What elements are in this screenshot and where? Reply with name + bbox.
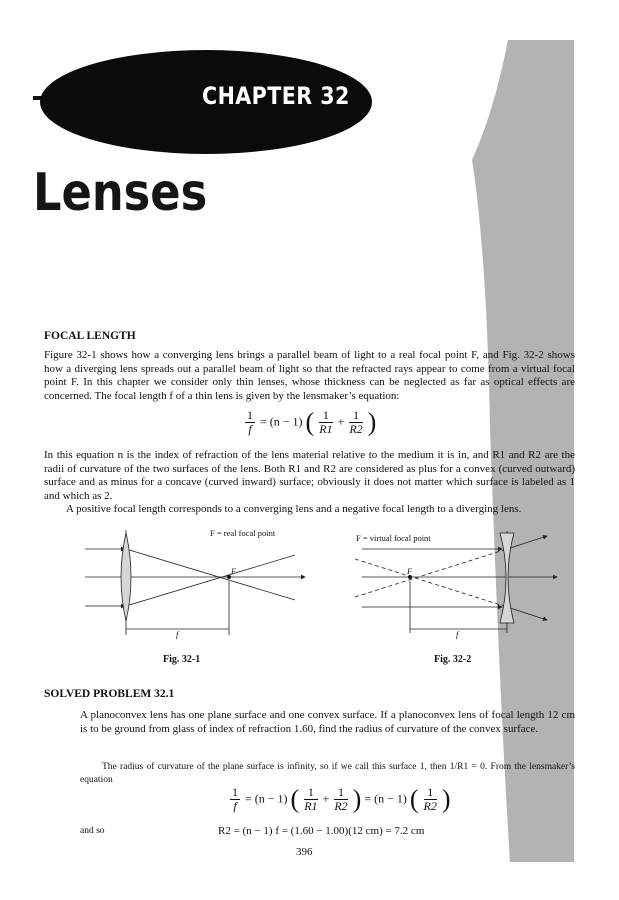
numerator: 1 <box>424 786 437 800</box>
result-equation: R2 = (n − 1) f = (1.60 − 1.00)(12 cm) = 7.2 cm <box>218 825 425 837</box>
paren: ) <box>367 407 377 437</box>
denominator: R2 <box>334 799 348 813</box>
fraction <box>230 786 240 813</box>
numerator: 1 <box>304 786 317 800</box>
problem-statement <box>80 709 575 736</box>
fraction <box>349 409 362 436</box>
paren: ) <box>441 784 451 814</box>
focal-length-label: f <box>456 629 459 639</box>
chapter-title: Lenses <box>33 163 208 223</box>
chapter-label: CHAPTER 32 <box>202 82 350 110</box>
fraction <box>304 786 317 813</box>
paren: ( <box>409 784 419 814</box>
fraction <box>319 409 332 436</box>
solution-equation <box>228 786 451 813</box>
paren: ) <box>352 784 362 814</box>
lensmaker-equation <box>243 409 376 436</box>
equation-operator: = (n − 1) <box>260 414 303 429</box>
figure1-label: F = real focal point <box>210 528 276 538</box>
numerator: 1 <box>334 786 347 800</box>
equation-operator: = (n − 1) <box>364 791 407 806</box>
focal-point-label: F <box>407 566 413 576</box>
section-heading-focal-length: FOCAL LENGTH <box>44 330 136 342</box>
paren: ( <box>305 407 315 437</box>
denominator: R2 <box>423 799 437 813</box>
fraction <box>424 786 437 813</box>
plus-sign: + <box>322 791 330 806</box>
solution-text: The radius of curvature of the plane surface is infinity, so if we call this surface 1, then 1/R1 = 0. From the lensmaker’s equation <box>80 762 575 785</box>
numerator: 1 <box>247 408 253 422</box>
figure2-label: F = virtual focal point <box>356 533 431 543</box>
figure2-caption: Fig. 32-2 <box>434 654 472 665</box>
denominator: R2 <box>349 422 363 436</box>
denominator: R1 <box>319 422 333 436</box>
focal-length-label: f <box>176 629 179 639</box>
definitions-paragraph <box>44 449 575 517</box>
paragraph-text: In this equation n is the index of refraction of the lens material relative to the medium it is in, and R1 and R2 are the radii of curvature of the two surfaces of the lens. Both R1 and R2 are considered as plus for a convex (curved outward) surface and as minus for a concave (curved inward) surface; obviously it does not matter which surface is labeled as 1 and which as 2. <box>44 449 575 502</box>
numerator: 1 <box>319 409 332 423</box>
denominator: R1 <box>304 799 318 813</box>
figure-32-1 <box>80 525 310 643</box>
focal-point-label: F <box>231 566 237 576</box>
numerator: 1 <box>349 409 362 423</box>
numerator: 1 <box>232 785 238 799</box>
fraction <box>334 786 347 813</box>
paragraph-text: Figure 32-1 shows how a converging lens brings a parallel beam of light to a real focal point F, and Fig. 32-2 shows how a diverging lens spreads out a parallel beam of light so that the refracted rays appear to come from a virtual focal point F. In this chapter we consider only thin lenses, whose thickness can be neglected as far as optical effects are concerned. The focal length f of a thin lens is given by the lensmaker’s equation: <box>44 349 575 402</box>
page-number: 396 <box>296 846 313 858</box>
section-heading-solved: SOLVED PROBLEM 32.1 <box>44 688 175 700</box>
paren: ( <box>290 784 300 814</box>
paragraph-text: A planoconvex lens has one plane surface and one convex surface. If a planoconvex lens of focal length 12 cm is to be ground from glass of index of refraction 1.60, find the radius of curvature of the convex surface. <box>80 709 575 735</box>
denominator: f <box>233 799 237 813</box>
and-so-label: and so <box>80 826 105 836</box>
figure1-caption: Fig. 32-1 <box>163 654 201 665</box>
equation-operator: = (n − 1) <box>245 791 288 806</box>
paragraph-text: A positive focal length corresponds to a converging lens and a negative focal length to a diverging lens. <box>66 503 522 516</box>
plus-sign: + <box>337 414 345 429</box>
intro-paragraph <box>44 349 575 403</box>
fraction <box>245 409 255 436</box>
denominator: f <box>248 422 252 436</box>
